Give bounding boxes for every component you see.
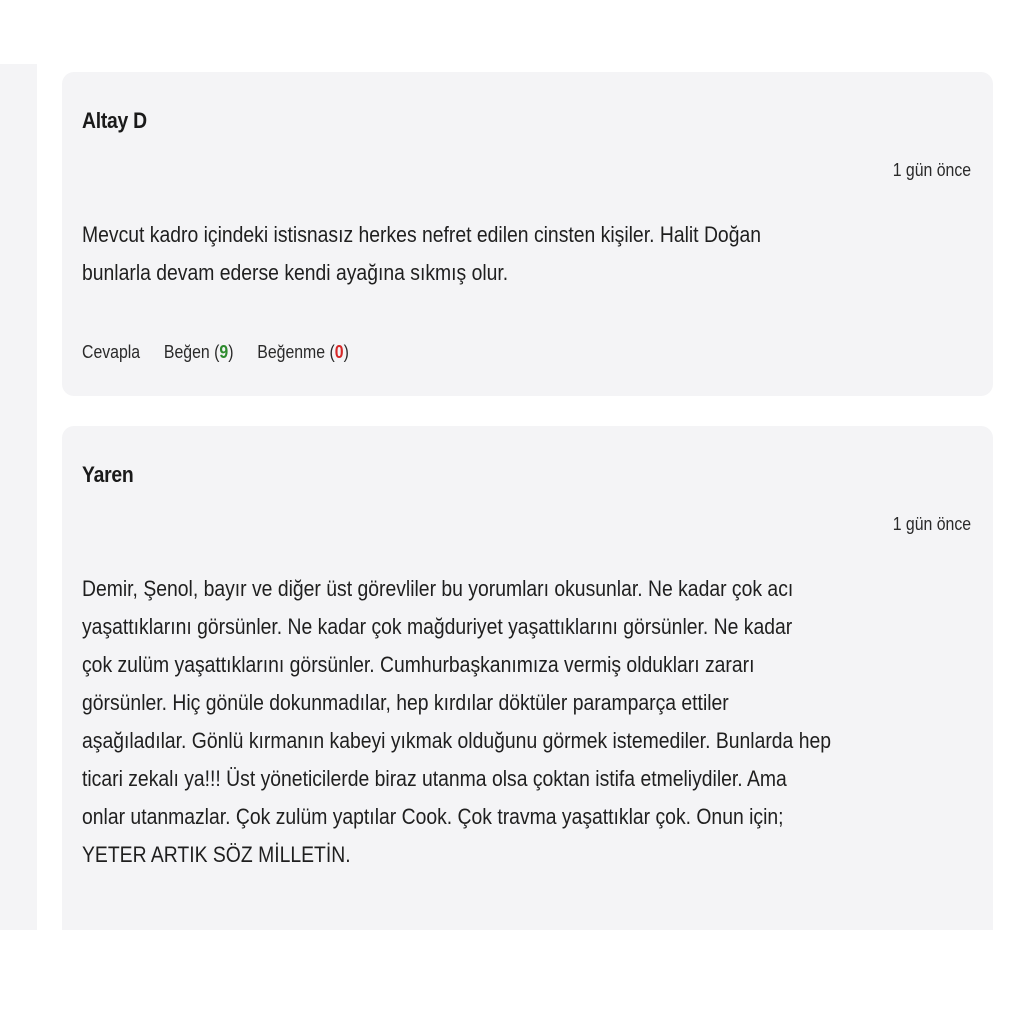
- comment-timestamp: 1 gün önce: [892, 514, 971, 534]
- dislike-label: Beğenme: [257, 342, 326, 362]
- comment-body: [82, 570, 962, 874]
- comment-body-line: Mevcut kadro içindeki istisnasız herkes nefret edilen cinsten kişiler. Halit Doğan: [82, 222, 762, 247]
- comment-body-line: YETER ARTIK SÖZ MİLLETİN.: [82, 842, 351, 867]
- dislike-button[interactable]: Beğenme (0): [257, 342, 349, 362]
- dislike-count: 0: [334, 342, 344, 362]
- comment-timestamp: 1 gün önce: [892, 160, 971, 180]
- comment-body-line: ticari zekalı ya!!! Üst yöneticilerde biraz utanma olsa çoktan istifa etmeliydiler. Ama: [82, 766, 787, 791]
- left-sidebar-panel: [0, 64, 37, 930]
- like-button[interactable]: Beğen (9): [163, 342, 234, 362]
- comment-actions: [82, 342, 368, 363]
- comment-author: Altay D: [82, 108, 147, 133]
- comment-body-line: Demir, Şenol, bayır ve diğer üst görevliler bu yorumları okusunlar. Ne kadar çok acı: [82, 576, 794, 601]
- comment-body-line: yaşattıklarını görsünler. Ne kadar çok mağduriyet yaşattıklarını görsünler. Ne kadar: [82, 614, 793, 639]
- like-count: 9: [219, 342, 229, 362]
- comment-body-line: bunlarla devam ederse kendi ayağına sıkmış olur.: [82, 260, 509, 285]
- comment-author: Yaren: [82, 462, 134, 487]
- comment-body-line: görsünler. Hiç gönüle dokunmadılar, hep kırdılar döktüler paramparça ettiler: [82, 690, 729, 715]
- like-label: Beğen: [163, 342, 210, 362]
- comment-card: [62, 72, 993, 396]
- comment-body: [82, 216, 962, 292]
- comment-body-line: onlar utanmazlar. Çok zulüm yaptılar Cook. Çok travma yaşattıklar çok. Onun için;: [82, 804, 784, 829]
- comment-card: [62, 426, 993, 930]
- comment-body-line: çok zulüm yaşattıklarını görsünler. Cumhurbaşkanımıza vermiş oldukları zararı: [82, 652, 755, 677]
- reply-button[interactable]: Cevapla: [82, 342, 141, 362]
- comment-body-line: aşağıladılar. Gönlü kırmanın kabeyi yıkmak olduğunu görmek istemediler. Bunlarda hep: [82, 728, 832, 753]
